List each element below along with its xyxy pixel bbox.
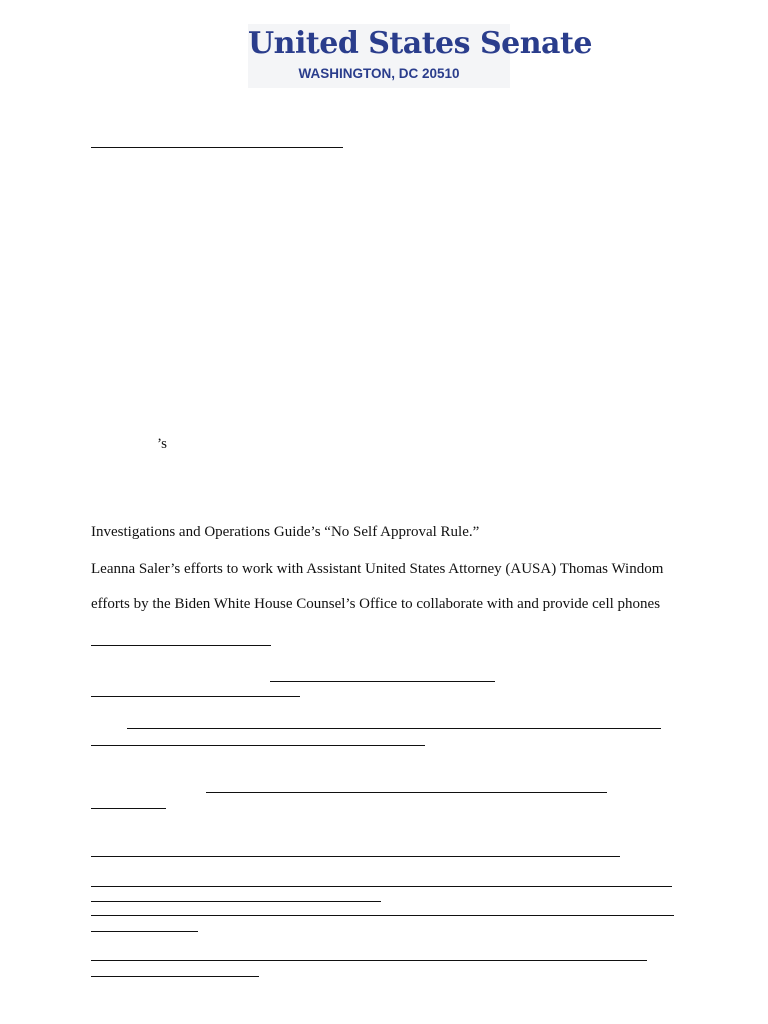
redaction-underline — [91, 960, 647, 961]
redaction-underline — [91, 856, 620, 857]
body-line: Leanna Saler’s efforts to work with Assistant United States Attorney (AUSA) Thomas Windom — [91, 561, 664, 577]
redaction-underline — [91, 745, 425, 746]
redaction-underline — [91, 886, 672, 887]
redaction-underline — [91, 696, 300, 697]
redaction-underline — [127, 728, 661, 729]
redaction-underline — [91, 645, 271, 646]
letterhead-address: WASHINGTON, DC 20510 — [298, 66, 460, 81]
letterhead — [248, 24, 592, 88]
body-line: efforts by the Biden White House Counsel’s Office to collaborate with and provide cell phones — [91, 596, 661, 612]
redaction-underline — [91, 915, 674, 916]
redaction-underline — [91, 901, 381, 902]
body-line: Investigations and Operations Guide’s “No Self Approval Rule.” — [91, 524, 480, 540]
possessive-fragment: ’s — [157, 436, 168, 452]
redaction-underline — [91, 147, 343, 148]
redaction-underline — [91, 808, 166, 809]
redaction-underline — [270, 681, 495, 682]
redaction-underline — [91, 931, 198, 932]
redaction-underline — [206, 792, 607, 793]
letterhead-title: United States Senate — [248, 26, 592, 61]
redaction-underline — [91, 976, 259, 977]
